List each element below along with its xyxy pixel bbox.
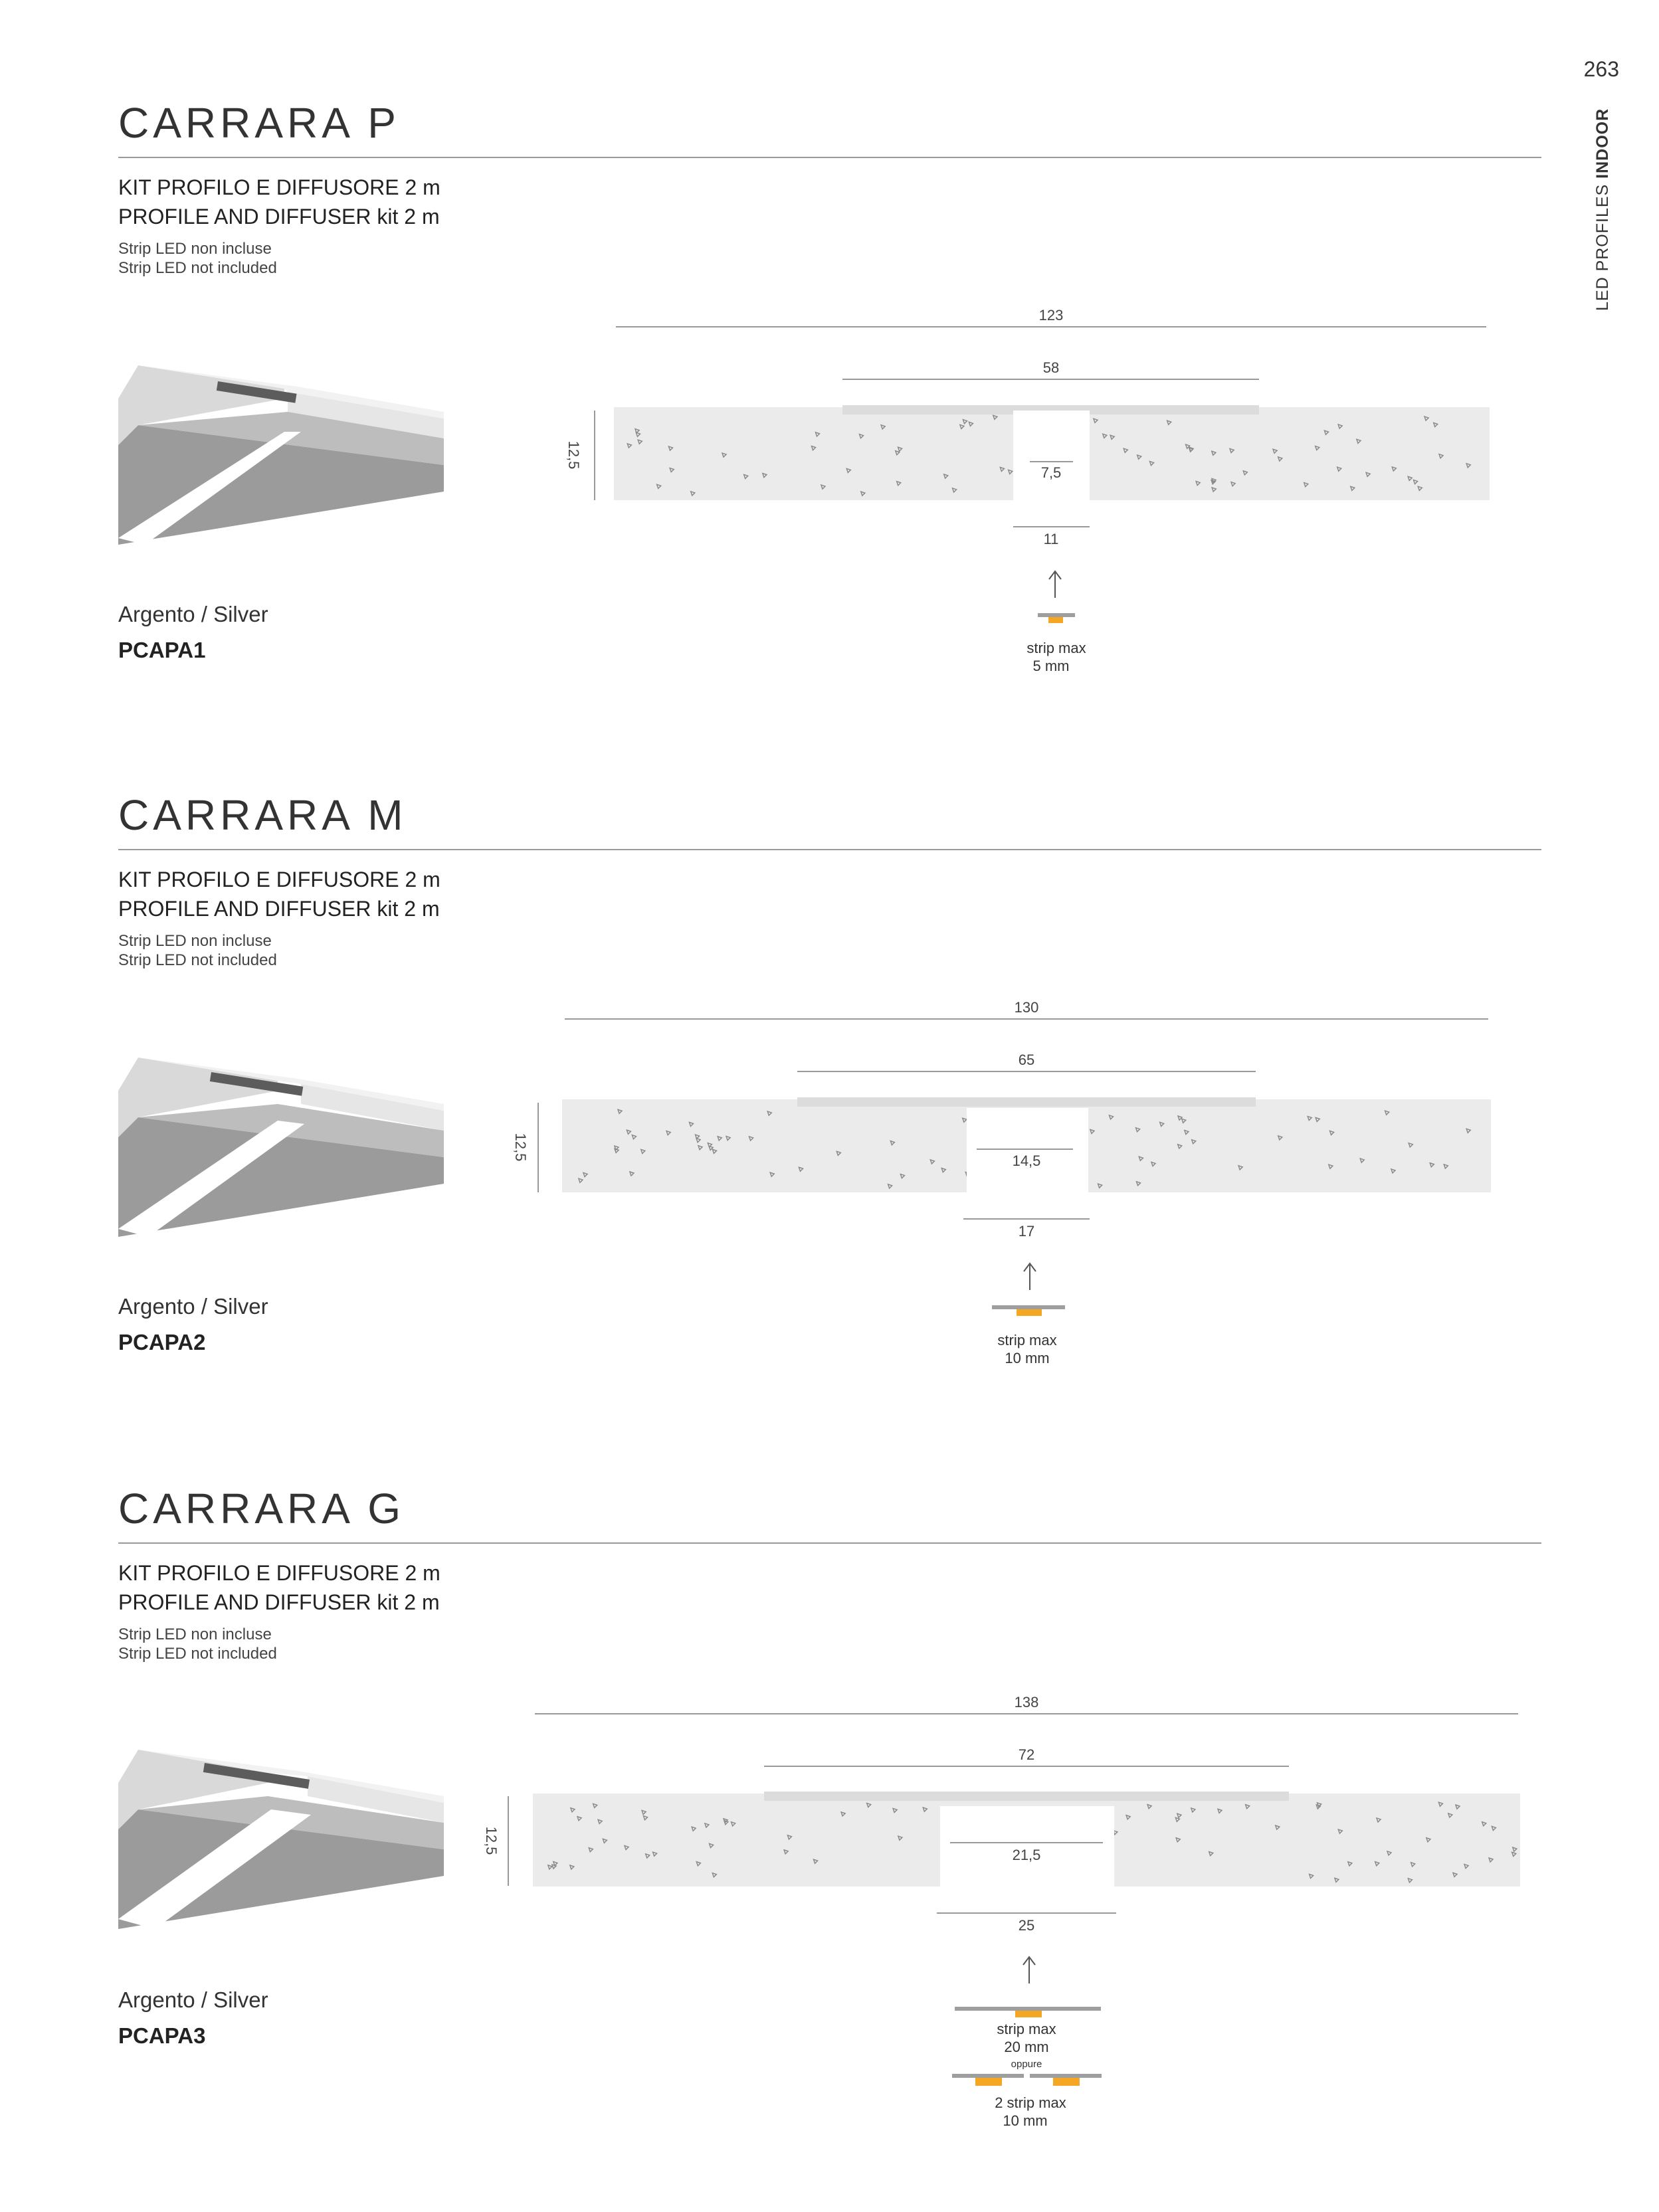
dim-slot: 17 xyxy=(1018,1223,1035,1240)
led-chip xyxy=(1048,617,1063,623)
dim-height: 12,5 xyxy=(483,1826,500,1855)
dim-profile: 58 xyxy=(1042,359,1060,376)
product-code: PCAPA3 xyxy=(118,2023,206,2048)
profile-channel xyxy=(967,1108,1088,1196)
kit-it: KIT PROFILO E DIFFUSORE 2 m xyxy=(118,1561,440,1585)
product-code: PCAPA2 xyxy=(118,1330,206,1354)
finish-label: Argento / Silver xyxy=(118,602,268,626)
kit-it: KIT PROFILO E DIFFUSORE 2 m xyxy=(118,175,440,199)
led-chip-alt-1 xyxy=(975,2078,1002,2086)
dim-inner: 21,5 xyxy=(1012,1847,1041,1863)
page-number: 263 xyxy=(1583,57,1619,81)
note-en: Strip LED not included xyxy=(118,259,277,277)
product-title: CARRARA P xyxy=(118,99,400,147)
strip-alt-label-2: 10 mm xyxy=(1003,2112,1048,2129)
dim-slot: 25 xyxy=(1018,1917,1035,1934)
strip-or-label: oppure xyxy=(1011,2059,1042,2070)
strip-label-1: strip max xyxy=(997,1332,1057,1348)
product-title: CARRARA M xyxy=(118,791,407,839)
note-it: Strip LED non incluse xyxy=(118,932,272,950)
dim-slot: 11 xyxy=(1043,531,1059,547)
cross-section-drawing xyxy=(0,790,1659,1488)
finish-label: Argento / Silver xyxy=(118,1294,268,1319)
dim-total: 138 xyxy=(1014,1694,1039,1710)
note-en: Strip LED not included xyxy=(118,1645,277,1663)
strip-carrier xyxy=(955,2007,1101,2011)
profile-flange xyxy=(764,1792,1289,1801)
note-it: Strip LED non incluse xyxy=(118,240,272,258)
dim-height: 12,5 xyxy=(512,1133,529,1162)
kit-en: PROFILE AND DIFFUSER kit 2 m xyxy=(118,897,440,921)
product-section-carrara-p xyxy=(0,98,1659,796)
profile-channel xyxy=(1013,411,1090,504)
cross-section-drawing xyxy=(0,1484,1659,2212)
strip-carrier-alt-2 xyxy=(1030,2074,1102,2078)
dim-total: 130 xyxy=(1014,999,1039,1016)
cross-section-drawing xyxy=(0,98,1659,796)
strip-label-1: strip max xyxy=(997,2021,1056,2037)
kit-it: KIT PROFILO E DIFFUSORE 2 m xyxy=(118,868,440,891)
dim-profile: 72 xyxy=(1018,1746,1035,1763)
strip-label-1: strip max xyxy=(1026,640,1086,656)
kit-en: PROFILE AND DIFFUSER kit 2 m xyxy=(118,1590,440,1614)
product-title: CARRARA G xyxy=(118,1485,405,1532)
note-en: Strip LED not included xyxy=(118,951,277,969)
product-code: PCAPA1 xyxy=(118,638,206,662)
product-section-carrara-m xyxy=(0,790,1659,1488)
strip-carrier-alt-1 xyxy=(952,2074,1024,2078)
led-chip xyxy=(1015,2011,1042,2017)
kit-en: PROFILE AND DIFFUSER kit 2 m xyxy=(118,205,440,229)
strip-label-2: 20 mm xyxy=(1004,2039,1049,2055)
strip-alt-label-1: 2 strip max xyxy=(995,2094,1066,2111)
side-category: LED PROFILES xyxy=(1593,183,1612,311)
note-it: Strip LED non incluse xyxy=(118,1625,272,1643)
dim-inner: 14,5 xyxy=(1012,1152,1041,1169)
profile-flange xyxy=(797,1097,1256,1107)
side-type: INDOOR xyxy=(1593,108,1612,179)
strip-label-2: 10 mm xyxy=(1005,1350,1050,1366)
strip-carrier xyxy=(992,1305,1065,1309)
dim-height: 12,5 xyxy=(565,440,582,470)
led-chip xyxy=(1017,1309,1042,1316)
finish-label: Argento / Silver xyxy=(118,1987,268,2012)
dim-inner: 7,5 xyxy=(1040,464,1062,481)
product-section-carrara-g xyxy=(0,1484,1659,2212)
led-chip-alt-2 xyxy=(1053,2078,1080,2086)
strip-label-2: 5 mm xyxy=(1032,658,1070,674)
dim-profile: 65 xyxy=(1018,1052,1035,1068)
strip-carrier xyxy=(1038,613,1075,617)
dim-total: 123 xyxy=(1038,307,1064,323)
